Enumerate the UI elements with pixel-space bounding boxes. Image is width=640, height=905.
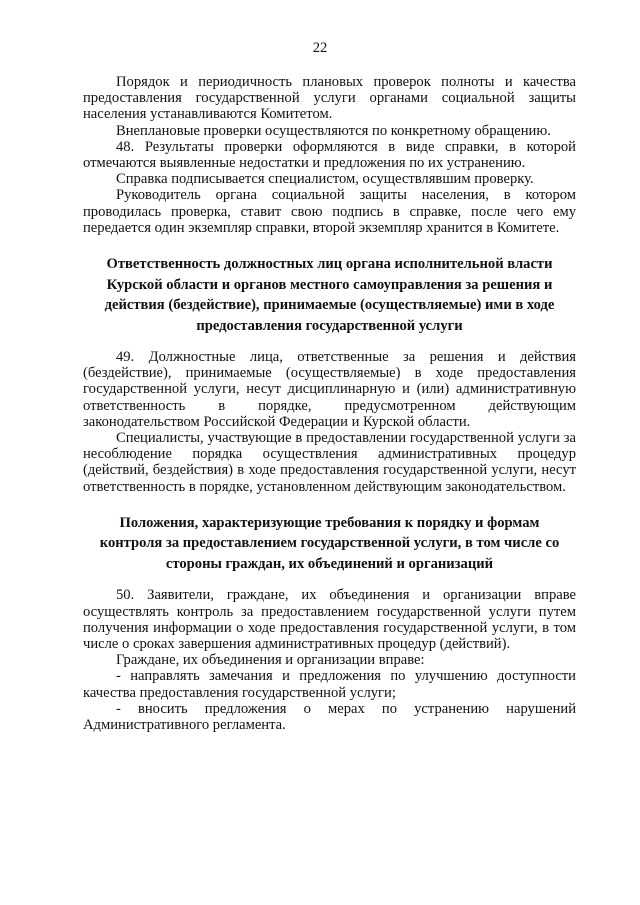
- paragraph: Внеплановые проверки осуществляются по конкретному обращению.: [116, 122, 551, 139]
- spacer: [83, 336, 576, 349]
- section-heading: Ответственность должностных лиц органа исполнительной власти Курской области и органов местного самоуправления за решения и действия (бездействие), принимаемые (осуществляемые) ими в ходе предоставления государственной услуги: [104, 256, 555, 334]
- list-item: - направлять замечания и предложения по улучшению доступности качества предоставления государственной услуги;: [83, 668, 576, 701]
- paragraph: Граждане, их объединения и организации вправе:: [116, 652, 425, 669]
- paragraph: 49. Должностные лица, ответственные за решения и действия (бездействие), принимаемые (осуществляемые) в ходе предоставления государственной услуги, несут дисциплинарную и (или) административную ответственность в порядке, предусмотренном действующим законодательством Российской Федерации и Курской области.: [83, 349, 576, 430]
- spacer: [83, 236, 576, 254]
- paragraph: Справка подписывается специалистом, осуществлявшим проверку.: [116, 171, 534, 188]
- document-body: [83, 74, 576, 733]
- paragraph: 50. Заявители, граждане, их объединения и организации вправе осуществлять контроль за предоставлением государственной услуги путем получения информации о ходе предоставления государственной услуги, в том числе о сроках завершения административных процедур (действий).: [83, 587, 576, 652]
- paragraph: 48. Результаты проверки оформляются в виде справки, в которой отмечаются выявленные недостатки и предложения по их устранению.: [83, 138, 576, 172]
- section-heading: Положения, характеризующие требования к порядку и формам контроля за предоставлением государственной услуги, в том числе со стороны граждан, их объединений и организаций: [99, 514, 560, 572]
- page-number: 22: [312, 40, 328, 56]
- paragraph: Специалисты, участвующие в предоставлении государственной услуги за несоблюдение порядка осуществления административных процедур (действий, бездействия) в ходе предоставления государственной услуги, несут ответственность в порядке, установленном действующим законодательством.: [83, 430, 576, 495]
- paragraph: Порядок и периодичность плановых проверок полноты и качества предоставления государственной услуги органами социальной защиты населения устанавливаются Комитетом.: [83, 74, 576, 123]
- paragraph: Руководитель органа социальной защиты населения, в котором проводилась проверка, ставит свою подпись в справке, после чего ему передается один экземпляр справки, второй экземпляр хранится в Комитете.: [83, 187, 576, 236]
- spacer: [83, 495, 576, 513]
- spacer: [83, 574, 576, 587]
- list-item: - вносить предложения о мерах по устранению нарушений Административного регламента.: [83, 700, 576, 733]
